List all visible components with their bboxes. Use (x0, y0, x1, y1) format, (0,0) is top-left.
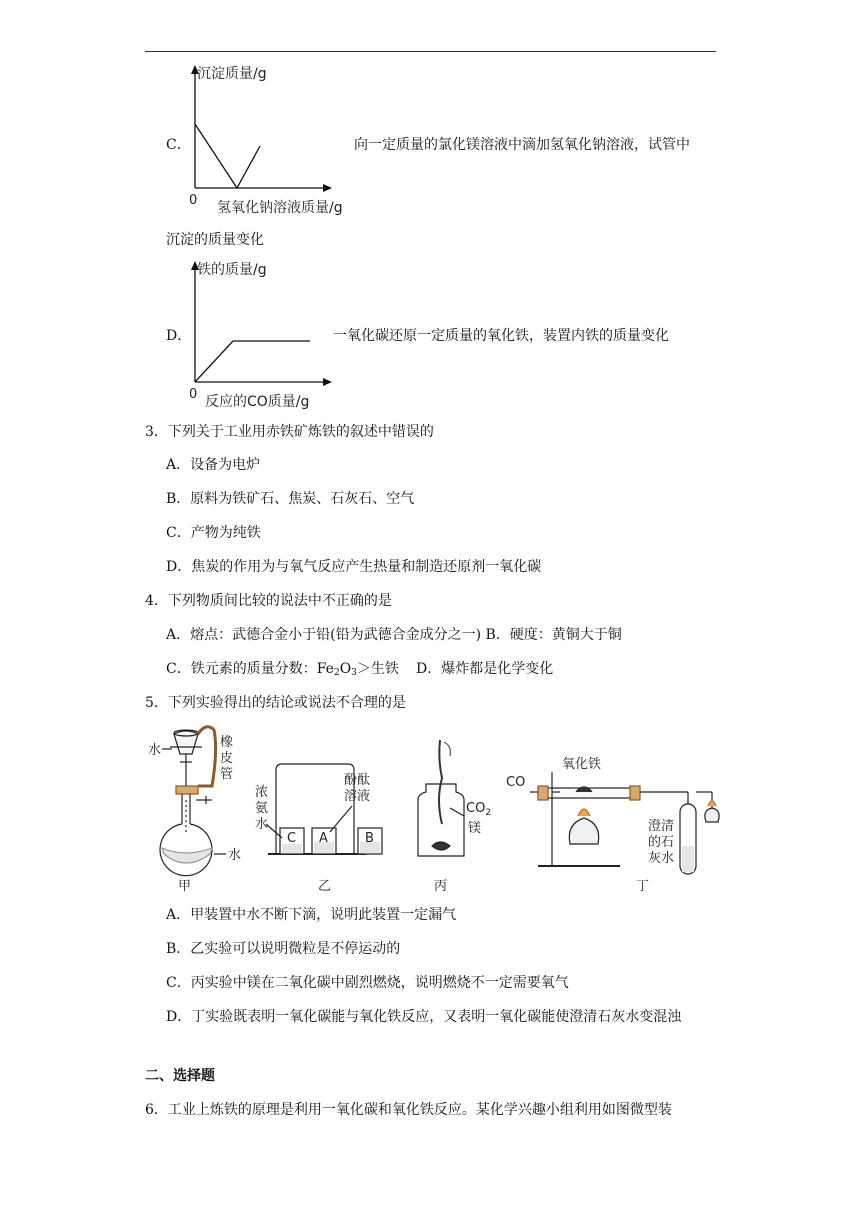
graph-c-origin: 0 (189, 193, 198, 208)
option-d-text: 一氧化碳还原一定质量的氧化铁，装置内铁的质量变化 (333, 328, 669, 344)
q3-stem: 3．下列关于工业用赤铁矿炼铁的叙述中错误的 (145, 424, 434, 440)
graph-d-origin: 0 (189, 387, 198, 402)
yi-beaker-c: C (287, 831, 297, 846)
jia-label-water-top: 水 (148, 743, 162, 758)
graph-c-ylabel: 沉淀质量/g (197, 66, 267, 82)
caption-yi: 乙 (318, 879, 332, 894)
option-c-text: 向一定质量的氯化镁溶液中滴加氢氧化钠溶液，试管中 (354, 137, 690, 153)
q5-option-b: B．乙实验可以说明微粒是不停运动的 (166, 941, 401, 957)
graph-d-xlabel: 反应的CO质量/g (205, 394, 310, 410)
q3-option-a: A．设备为电炉 (166, 457, 261, 473)
q3-option-b: B．原料为铁矿石、焦炭、石灰石、空气 (166, 491, 415, 507)
bing-label-mg: 镁 (468, 821, 482, 836)
yi-label-phenol-1: 酚酞 (344, 773, 371, 788)
header-rule (145, 51, 716, 52)
apparatus-ding (530, 772, 719, 874)
apparatus-jia (160, 727, 226, 876)
option-c-continuation: 沉淀的质量变化 (166, 232, 264, 248)
jia-label-rubber-1: 橡 (220, 735, 234, 750)
q5-option-c: C．丙实验中镁在二氧化碳中剧烈燃烧，说明燃烧不一定需要氧气 (166, 975, 569, 991)
ding-label-lime-1: 澄清 (648, 819, 675, 834)
caption-ding: 丁 (636, 879, 650, 894)
q5-option-a: A．甲装置中水不断下滴，说明此装置一定漏气 (166, 907, 457, 923)
caption-bing: 丙 (434, 879, 448, 894)
option-c-letter: C． (166, 137, 191, 153)
graph-c-xlabel: 氢氧化钠溶液质量/g (217, 200, 343, 216)
yi-beaker-b: B (365, 831, 374, 846)
bing-label-co2: $CO_2$ (466, 801, 492, 818)
q3-option-d: D．焦炭的作用为与氧气反应产生热量和制造还原剂一氧化碳 (166, 559, 542, 575)
graph-c (185, 62, 365, 222)
section-2-title: 二、选择题 (145, 1068, 215, 1084)
ding-label-fe2o3: 氧化铁 (562, 757, 602, 772)
ding-label-lime-3: 灰水 (648, 851, 675, 866)
q5-stem: 5．下列实验得出的结论或说法不合理的是 (145, 695, 406, 711)
precipitate-curve (195, 124, 260, 188)
yi-label-ammonia-2: 氨 (255, 801, 269, 816)
q4-stem: 4．下列物质间比较的说法中不正确的是 (145, 593, 392, 609)
q6-stem: 6．工业上炼铁的原理是利用一氧化碳和氧化铁反应。某化学兴趣小组利用如图微型装 (145, 1102, 672, 1118)
q4-option-d: D．爆炸都是化学变化 (416, 661, 554, 677)
yi-label-ammonia-1: 浓 (255, 785, 269, 800)
q4-option-c: C．铁元素的质量分数：$Fe_2O_3>$生铁 (166, 661, 399, 678)
yi-beaker-a: A (319, 831, 328, 846)
graph-d-ylabel: 铁的质量/g (197, 262, 267, 278)
yi-label-ammonia-3: 水 (255, 817, 269, 832)
jia-label-water-bottom: 水 (228, 848, 242, 863)
q5-option-d: D．丁实验既表明一氧化碳能与氧化铁反应，又表明一氧化碳能使澄清石灰水变混浊 (166, 1009, 682, 1025)
q3-option-c: C．产物为纯铁 (166, 525, 261, 541)
ding-label-lime-2: 的石 (648, 835, 675, 850)
q5-experiment-figure (140, 720, 760, 898)
caption-jia: 甲 (178, 879, 192, 894)
jia-label-rubber-2: 皮 (220, 751, 234, 766)
apparatus-bing (418, 740, 464, 856)
q4-line1: A．熔点：武德合金小于铅(铅为武德合金成分之一) B．硬度：黄铜大于铜 (166, 627, 622, 643)
jia-label-rubber-3: 管 (220, 767, 234, 782)
option-d-letter: D． (166, 328, 192, 344)
iron-mass-curve (195, 341, 310, 382)
yi-label-phenol-2: 溶液 (344, 789, 371, 804)
ding-label-co: CO (506, 775, 526, 790)
